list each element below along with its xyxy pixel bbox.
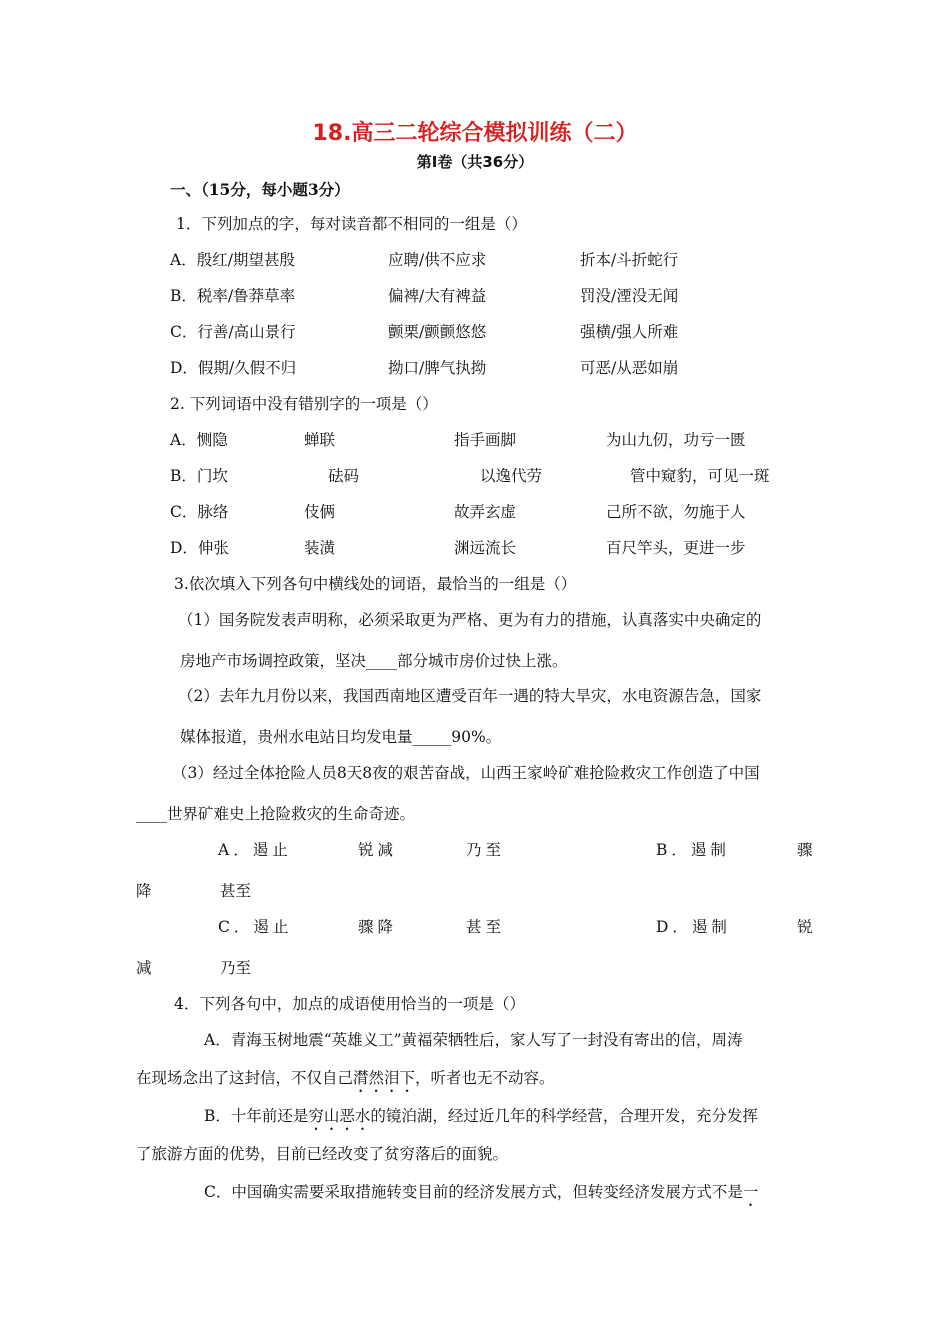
q2-option-c-col1: C．脉络 (170, 503, 229, 521)
q2-option-c-col3: 故弄玄虚 (454, 503, 517, 521)
q1-stem: 1．下列加点的字，每对读音都不相同的一组是（） (176, 215, 527, 233)
q3-option-c-word3: 甚至 (466, 918, 506, 936)
q1-option-a-col1: A．殷红/期望甚殷 (170, 251, 295, 269)
q1-option-d-col2: 拗口/脾气执拗 (388, 359, 487, 377)
q1-option-b-col2: 偏裨/大有裨益 (388, 287, 487, 305)
q2-option-a-col3: 指手画脚 (454, 431, 517, 449)
q2-option-b-col4: 管中窥豹，可见一斑 (630, 467, 770, 485)
q1-option-d-col3: 可恶/从恶如崩 (580, 359, 679, 377)
q3-sentence2-line2: 媒体报道，贵州水电站日均发电量_____90%。 (180, 728, 502, 746)
q2-option-a-col2: 蝉联 (304, 431, 336, 449)
q1-option-c-col3: 强横/强人所难 (580, 323, 679, 341)
q3-option-a-word2: 锐减 (358, 841, 398, 859)
q4-option-b-idiom: 穷山恶水 (308, 1107, 371, 1125)
q2-option-d-col1: D．伸张 (170, 539, 229, 557)
q2-option-d-col2: 装潢 (304, 539, 336, 557)
q1-option-b-col3: 罚没/湮没无闻 (580, 287, 679, 305)
q4-option-c-idiom-start: 一 (742, 1183, 759, 1201)
q3-sentence1-line2: 房地产市场调控政策，坚决____部分城市房价过快上涨。 (180, 652, 568, 670)
q3-sentence3-line1: （3）经过全体抢险人员8天8夜的艰苦奋战，山西王家岭矿难抢险救灾工作创造了中国 (172, 764, 760, 782)
q2-option-c-col2: 伎俩 (304, 503, 336, 521)
q4-option-b-line1 (204, 1106, 758, 1134)
q2-option-b-col3: 以逸代劳 (480, 467, 543, 485)
q4-option-c-text: C．中国确实需要采取措施转变目前的经济发展方式，但转变经济发展方式不是 (204, 1183, 743, 1201)
q3-option-c-word1: C．遏止 (218, 918, 293, 936)
q3-option-a-word1: A．遏止 (218, 841, 292, 859)
q3-option-d-word2-part2: 减 (136, 959, 152, 977)
q4-option-b-text-before: B．十年前还是 (204, 1107, 309, 1125)
q1-option-d-col1: D．假期/久假不归 (170, 359, 297, 377)
q4-option-b-text-after: 的镜泊湖，经过近几年的科学经营，合理开发，充分发挥 (370, 1107, 758, 1125)
q3-option-c-word2: 骤降 (358, 918, 398, 936)
q4-option-a-text-after: ，听者也无不动容。 (415, 1069, 555, 1087)
q3-option-b-word2-part1: 骤 (797, 841, 813, 859)
q3-option-d-word3: 乃至 (220, 959, 252, 977)
section-heading: 一、（15分，每小题3分） (170, 180, 350, 199)
q2-option-b-col1: B．门坎 (170, 467, 228, 485)
q3-sentence3-line2: ____世界矿难史上抢险救灾的生命奇迹。 (136, 805, 416, 823)
page-subtitle: 第Ⅰ卷（共36分） (416, 153, 534, 171)
q4-option-a-idiom: 潸然泪下 (353, 1069, 416, 1087)
q1-option-a-col3: 折本/斗折蛇行 (580, 251, 679, 269)
q4-option-a-text-before: 在现场念出了这封信，不仅自己 (136, 1069, 354, 1087)
q4-option-b-line2: 了旅游方面的优势，目前已经改变了贫穷落后的面貌。 (136, 1145, 509, 1163)
q3-option-b-word2-part2: 降 (136, 882, 152, 900)
q3-option-b-word3: 甚至 (220, 882, 252, 900)
q2-stem: 2. 下列词语中没有错别字的一项是（） (170, 395, 438, 413)
q2-option-c-col4: 己所不欲，勿施于人 (606, 503, 746, 521)
q1-option-c-col1: C．行善/高山景行 (170, 323, 296, 341)
q3-option-d-word2-part1: 锐 (797, 918, 813, 936)
q4-stem: 4．下列各句中，加点的成语使用恰当的一项是（） (174, 995, 525, 1013)
q3-stem: 3.依次填入下列各句中横线处的词语，最恰当的一组是（） (174, 575, 577, 593)
q4-option-a-line2 (136, 1068, 555, 1096)
q1-option-c-col2: 颤栗/颤颤悠悠 (388, 323, 487, 341)
q2-option-a-col4: 为山九仞，功亏一匮 (606, 431, 746, 449)
q3-option-d-word1: D．遏制 (656, 918, 731, 936)
q2-option-d-col3: 渊远流长 (454, 539, 517, 557)
q3-option-a-word3: 乃至 (466, 841, 506, 859)
q3-option-b-word1: B．遏制 (656, 841, 730, 859)
q4-option-a-line1: A．青海玉树地震“英雄义工”黄福荣牺牲后，家人写了一封没有寄出的信，周涛 (204, 1031, 743, 1049)
q2-option-b-col2: 砝码 (328, 467, 360, 485)
q3-sentence1-line1: （1）国务院发表声明称，必须采取更为严格、更为有力的措施，认真落实中央确定的 (178, 611, 762, 629)
q4-option-c-line1 (204, 1182, 758, 1210)
q1-option-a-col2: 应聘/供不应求 (388, 251, 487, 269)
q2-option-d-col4: 百尺竿头，更进一步 (606, 539, 746, 557)
q1-option-b-col1: B．税率/鲁莽草率 (170, 287, 296, 305)
q2-option-a-col1: A．恻隐 (170, 431, 228, 449)
q3-sentence2-line1: （2）去年九月份以来，我国西南地区遭受百年一遇的特大旱灾，水电资源告急，国家 (178, 687, 762, 705)
page-title: 18.高三二轮综合模拟训练（二） (312, 121, 638, 146)
